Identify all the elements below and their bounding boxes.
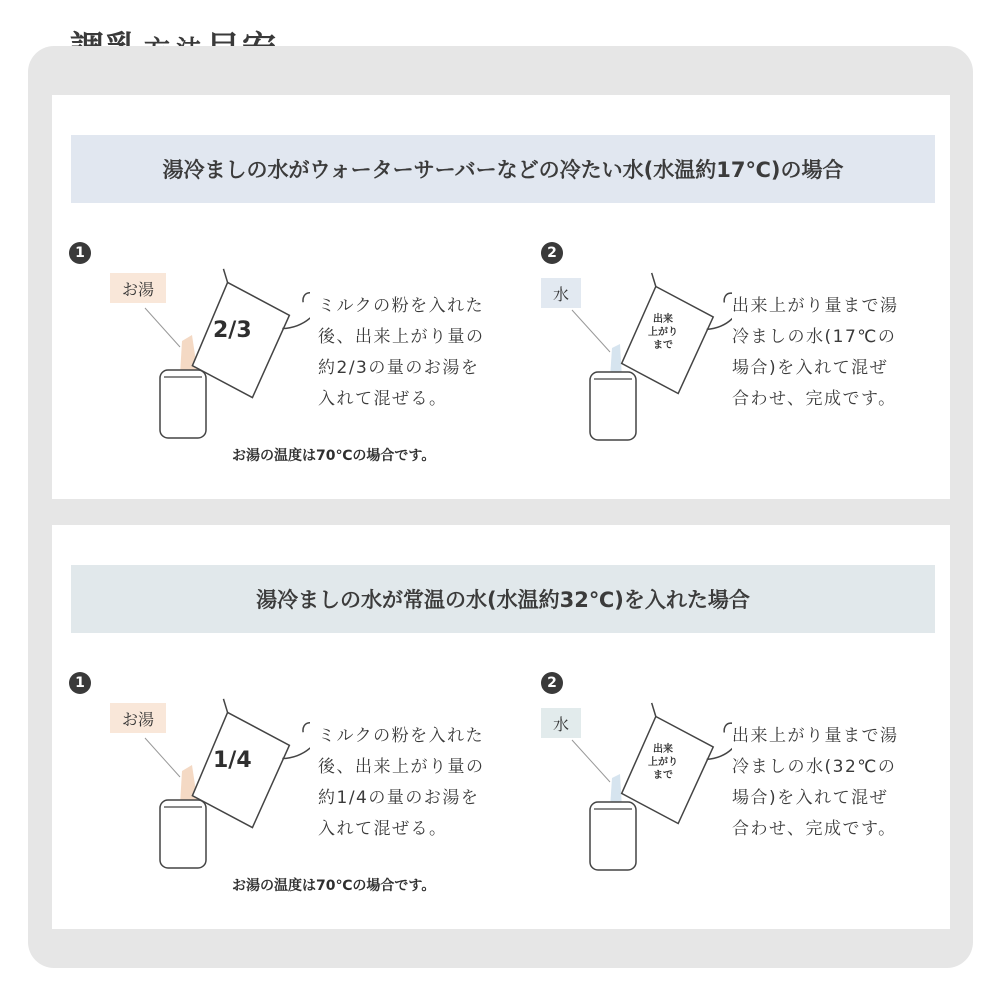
desc-line: 後、出来上がり量の	[318, 327, 485, 347]
step-number-badge: 2	[541, 242, 563, 264]
section-room-temp-water	[52, 525, 950, 929]
ratio-label: 1/4	[213, 748, 252, 773]
kettle-label-line: まで	[653, 340, 673, 351]
kettle-label	[648, 313, 678, 352]
section-cold-water	[52, 95, 950, 499]
step-number-badge: 2	[541, 672, 563, 694]
kettle-label-line: 出来	[653, 314, 673, 325]
desc-line: 合わせ、完成です。	[732, 389, 897, 409]
step-description	[318, 291, 485, 415]
desc-line: 出来上がり量まで湯	[732, 296, 899, 316]
desc-line: 入れて混ぜる。	[318, 389, 448, 409]
desc-line: 冷ましの水(17℃の	[732, 327, 897, 347]
desc-line: 約1/4の量のお湯を	[318, 788, 480, 808]
water-tag: 水	[541, 278, 581, 308]
temperature-note: お湯の温度は70℃の場合です。	[232, 448, 436, 464]
kettle-label-line: 上がり	[648, 757, 678, 768]
ratio-label: 2/3	[213, 318, 252, 343]
pouring-kettle-icon	[140, 685, 310, 875]
desc-line: 入れて混ぜる。	[318, 819, 448, 839]
step-description	[732, 721, 899, 845]
pouring-kettle-icon	[562, 260, 732, 450]
step-description	[732, 291, 899, 415]
temperature-note: お湯の温度は70℃の場合です。	[232, 878, 436, 894]
hot-water-tag: お湯	[110, 273, 166, 303]
desc-line: 冷ましの水(32℃の	[732, 757, 897, 777]
desc-line: 約2/3の量のお湯を	[318, 358, 480, 378]
step-description	[318, 721, 485, 845]
step-number-badge: 1	[69, 242, 91, 264]
desc-line: ミルクの粉を入れた	[318, 296, 485, 316]
step-number-badge: 1	[69, 672, 91, 694]
kettle-label	[648, 743, 678, 782]
kettle-label-line: 出来	[653, 744, 673, 755]
pouring-kettle-icon	[562, 690, 732, 880]
water-tag: 水	[541, 708, 581, 738]
desc-line: 場合)を入れて混ぜ	[732, 358, 889, 378]
desc-line: 出来上がり量まで湯	[732, 726, 899, 746]
kettle-label-line: まで	[653, 770, 673, 781]
hot-water-tag: お湯	[110, 703, 166, 733]
pouring-kettle-icon	[140, 255, 310, 445]
desc-line: 合わせ、完成です。	[732, 819, 897, 839]
desc-line: ミルクの粉を入れた	[318, 726, 485, 746]
section-heading: 湯冷ましの水がウォーターサーバーなどの冷たい水(水温約17℃)の場合	[71, 135, 935, 203]
section-heading: 湯冷ましの水が常温の水(水温約32℃)を入れた場合	[71, 565, 935, 633]
desc-line: 後、出来上がり量の	[318, 757, 485, 777]
kettle-label-line: 上がり	[648, 327, 678, 338]
desc-line: 場合)を入れて混ぜ	[732, 788, 889, 808]
